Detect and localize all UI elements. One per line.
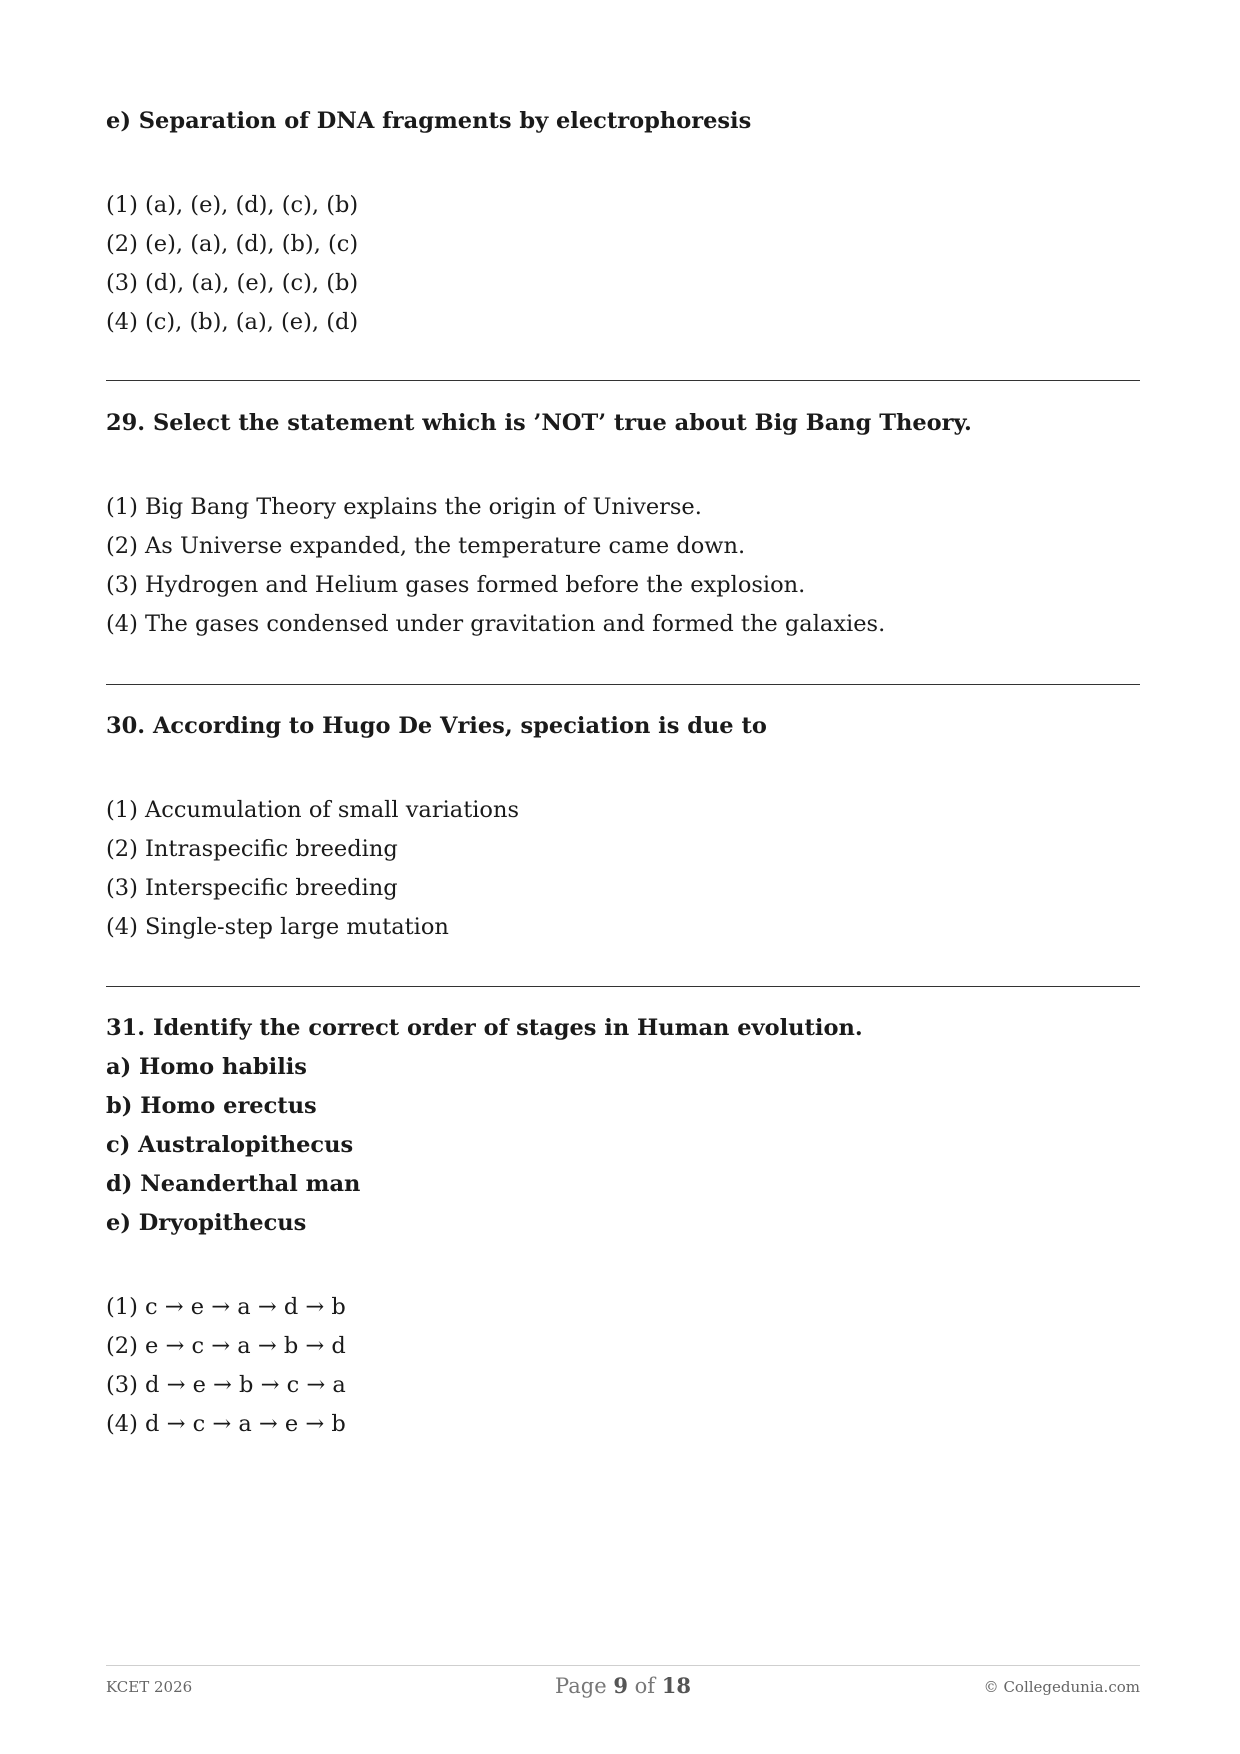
q31-question: 31. Identify the correct order of stages in Human evolution. — [106, 1015, 863, 1041]
divider — [106, 684, 1140, 685]
footer-copyright: © Collegedunia.com — [983, 1678, 1140, 1696]
divider — [106, 986, 1140, 987]
q31-item-a: a) Homo habilis — [106, 1054, 307, 1080]
page-of: of — [627, 1674, 662, 1698]
q29-option-3: (3) Hydrogen and Helium gases formed before the explosion. — [106, 572, 806, 598]
q31-option-2: (2) e → c → a → b → d — [106, 1333, 346, 1359]
page-total: 18 — [661, 1673, 691, 1698]
q29-option-4: (4) The gases condensed under gravitation and formed the galaxies. — [106, 611, 886, 637]
footer-exam-name: KCET 2026 — [106, 1678, 193, 1696]
page-current: 9 — [613, 1673, 628, 1698]
q31-option-4: (4) d → c → a → e → b — [106, 1411, 346, 1437]
q28-option-2: (2) (e), (a), (d), (b), (c) — [106, 231, 359, 257]
q30-option-3: (3) Interspecific breeding — [106, 875, 398, 901]
q31-item-b: b) Homo erectus — [106, 1093, 317, 1119]
page-label: Page — [555, 1674, 614, 1698]
q28-option-3: (3) (d), (a), (e), (c), (b) — [106, 270, 359, 296]
q31-option-3: (3) d → e → b → c → a — [106, 1372, 346, 1398]
q30-option-1: (1) Accumulation of small variations — [106, 797, 520, 823]
q30-option-2: (2) Intraspecific breeding — [106, 836, 398, 862]
footer-divider — [106, 1665, 1140, 1666]
q29-question: 29. Select the statement which is ’NOT’ true about Big Bang Theory. — [106, 410, 972, 436]
q30-option-4: (4) Single-step large mutation — [106, 914, 449, 940]
q31-item-c: c) Australopithecus — [106, 1132, 354, 1158]
q31-option-1: (1) c → e → a → d → b — [106, 1294, 346, 1320]
q28-option-1: (1) (a), (e), (d), (c), (b) — [106, 192, 359, 218]
q30-question: 30. According to Hugo De Vries, speciation is due to — [106, 713, 767, 739]
q31-item-e: e) Dryopithecus — [106, 1210, 307, 1236]
q28-item-e: e) Separation of DNA fragments by electrophoresis — [106, 108, 752, 134]
q29-option-2: (2) As Universe expanded, the temperature came down. — [106, 533, 746, 559]
q31-item-d: d) Neanderthal man — [106, 1171, 361, 1197]
q29-option-1: (1) Big Bang Theory explains the origin of Universe. — [106, 494, 702, 520]
q28-option-4: (4) (c), (b), (a), (e), (d) — [106, 309, 359, 335]
divider — [106, 380, 1140, 381]
